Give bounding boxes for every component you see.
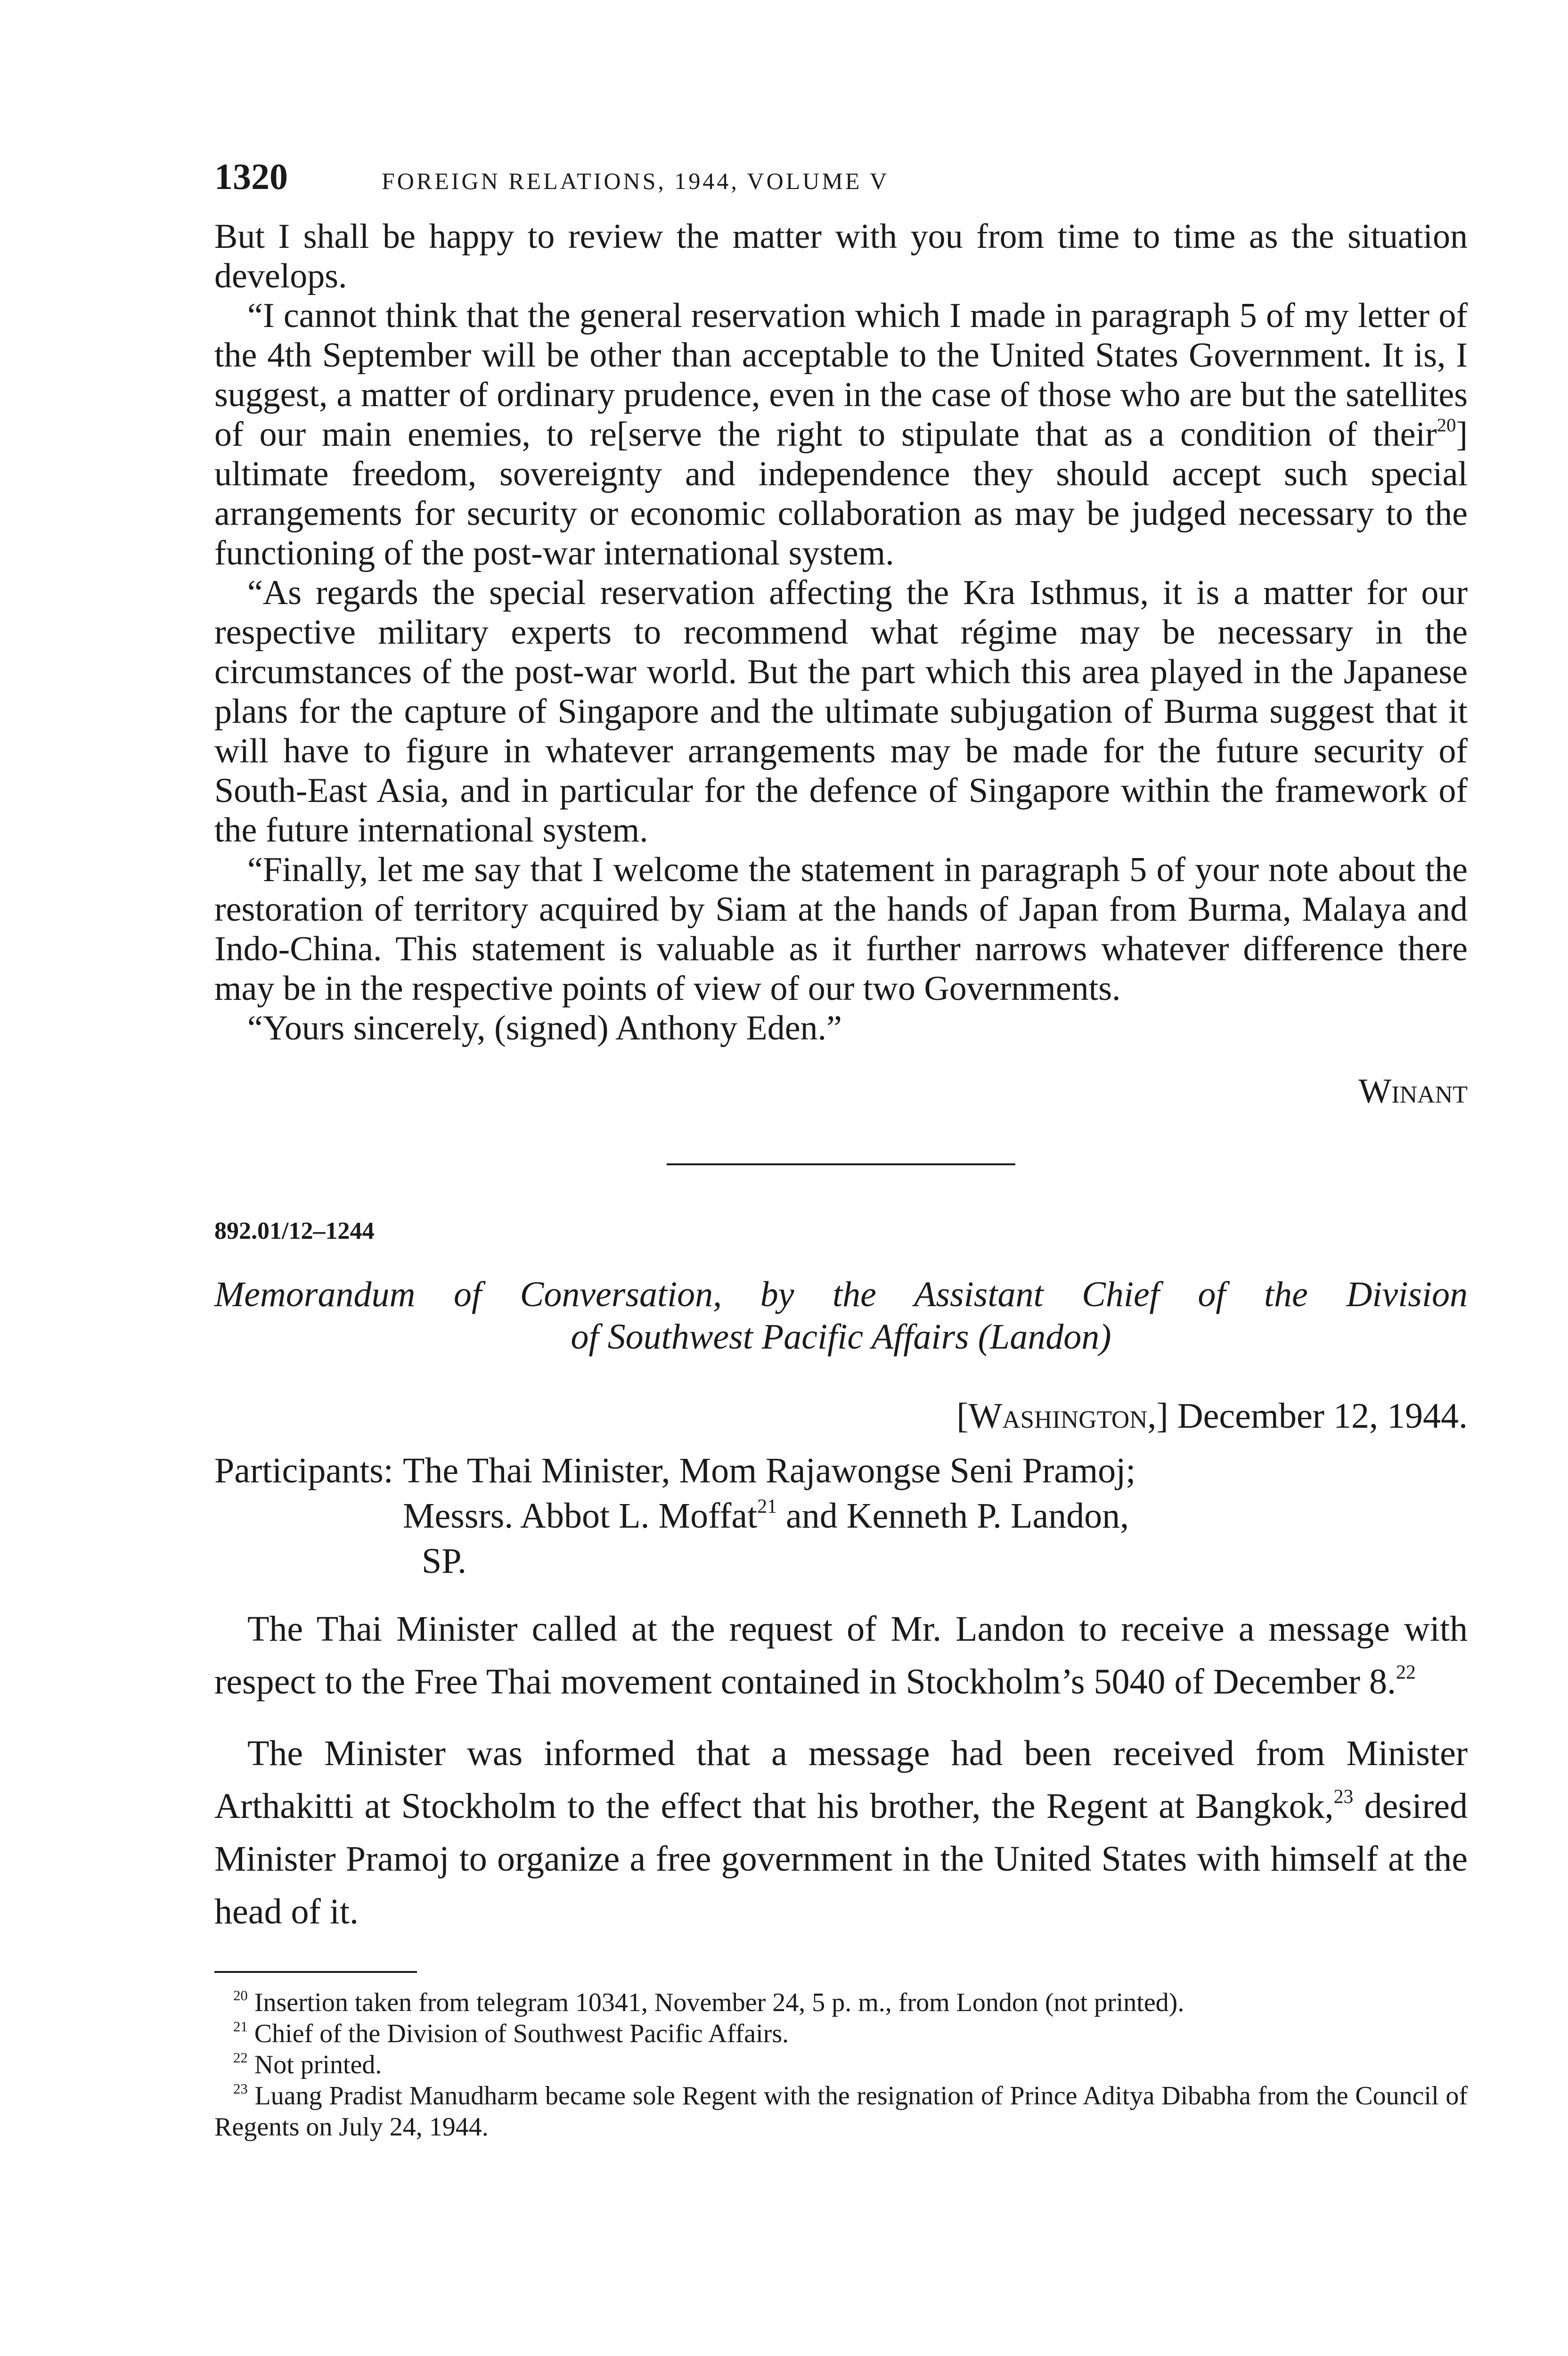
document-page bbox=[214, 155, 1468, 2143]
letter-paragraph: “As regards the special reservation affecting the Kra Isthmus, it is a matter for our respective military experts to recommend what régime may be necessary in the circumstances of the post-war world. But the part which this area played in the Japanese plans for the capture of Singapore and the ultimate subjugation of Burma suggest that it will have to figure in whatever arrangements may be made for the future security of South-East Asia, and in particular for the defence of Singapore within the framework of the future international system. bbox=[214, 573, 1468, 850]
participant-text: Messrs. Abbot L. Moffat bbox=[402, 1496, 758, 1536]
footnote bbox=[214, 2018, 1468, 2049]
footnote bbox=[214, 1987, 1468, 2018]
footnote-divider bbox=[214, 1971, 417, 1973]
page-number: 1320 bbox=[214, 156, 288, 197]
footnote bbox=[214, 2080, 1468, 2143]
footnote-number: 21 bbox=[233, 2018, 248, 2035]
memo-paragraph bbox=[214, 1603, 1468, 1708]
letter-text bbox=[214, 217, 1468, 1048]
footnote-text: Not printed. bbox=[254, 2050, 382, 2079]
document-id: 892.01/12–1244 bbox=[214, 1218, 375, 1244]
footnote bbox=[214, 2049, 1468, 2080]
participant-line bbox=[403, 1493, 1468, 1538]
dateline-date: December 12, 1944. bbox=[1177, 1396, 1468, 1436]
footnote-ref: 21 bbox=[757, 1496, 777, 1518]
footnote-ref: 23 bbox=[1333, 1786, 1354, 1808]
letter-paragraph: But I shall be happy to review the matter with you from time to time as the situation develops. bbox=[214, 217, 1468, 295]
memo-text-run: desired Minister Pramoj to organize a free government in the United States with himself at the head of it. bbox=[214, 1786, 1468, 1931]
memo-title-line: Memorandum of Conversation, by the Assistant Chief of the Division bbox=[214, 1275, 1468, 1314]
footnote-ref: 22 bbox=[1396, 1661, 1416, 1684]
participants-label: Participants: bbox=[214, 1451, 393, 1490]
section-divider bbox=[667, 1163, 1015, 1165]
memo-text-run: The Minister was informed that a message had been received from Minister Arthakitti at Stockholm to the effect that his brother, the Regent at Bangkok, bbox=[214, 1734, 1468, 1826]
footnote-text: Chief of the Division of Southwest Pacific Affairs. bbox=[254, 2019, 789, 2048]
memo-text-run: The Thai Minister called at the request of Mr. Landon to receive a message with respect to the Free Thai movement contained in Stockholm’s 5040 of December 8. bbox=[214, 1609, 1468, 1702]
memo-title bbox=[214, 1273, 1468, 1358]
participant-line: SP. bbox=[421, 1541, 467, 1581]
footnote-text: Luang Pradist Manudharm became sole Regent with the resignation of Prince Aditya Dibabha from the Council of Regents on July 24, 1944. bbox=[214, 2081, 1468, 2142]
footnote-number: 23 bbox=[233, 2080, 248, 2097]
running-head bbox=[214, 155, 1468, 217]
signature: Winant bbox=[1358, 1072, 1468, 1111]
dateline bbox=[214, 1396, 1468, 1437]
footnotes bbox=[214, 1987, 1468, 2143]
memo-body bbox=[214, 1603, 1468, 1938]
memo-title-line: of Southwest Pacific Affairs (Landon) bbox=[571, 1317, 1111, 1357]
footnote-text: Insertion taken from telegram 10341, November 24, 5 p. m., from London (not printed). bbox=[254, 1988, 1184, 2017]
footnote-ref: 20 bbox=[1437, 414, 1456, 436]
footnote-number: 22 bbox=[233, 2049, 248, 2066]
letter-paragraph bbox=[214, 296, 1468, 573]
letter-text-run: “I cannot think that the general reservation which I made in paragraph 5 of my letter of the 4th September will be other than acceptable to the United States Government. It is, I suggest, a matter of ordinary prudence, even in the case of those who are but the satellites of our main enemies, to re[serve the right to stipulate that as a condition of their bbox=[214, 296, 1468, 454]
footnote-number: 20 bbox=[233, 1987, 248, 2004]
participants bbox=[214, 1448, 1468, 1584]
journal-title: FOREIGN RELATIONS, 1944, VOLUME V bbox=[382, 168, 890, 194]
participant-text: and Kenneth P. Landon, bbox=[785, 1496, 1129, 1536]
participant-line: The Thai Minister, Mom Rajawongse Seni Pramoj; bbox=[402, 1451, 1136, 1490]
participants-list bbox=[393, 1448, 1468, 1584]
letter-closing: “Yours sincerely, (signed) Anthony Eden.” bbox=[247, 1009, 842, 1047]
memo-paragraph bbox=[214, 1727, 1468, 1938]
letter-text-run: ] ultimate freedom, sovereignty and independence they should accept such special arrangements for security or economic collaboration as may be judged necessary to the functioning of the post-war international system. bbox=[214, 415, 1468, 573]
dateline-place: [Washington,] bbox=[956, 1396, 1168, 1436]
letter-paragraph: “Finally, let me say that I welcome the statement in paragraph 5 of your note about the restoration of territory acquired by Siam at the hands of Japan from Burma, Malaya and Indo-China. This statement is valuable as it further narrows whatever difference there may be in the respective points of view of our two Governments. bbox=[214, 851, 1468, 1008]
